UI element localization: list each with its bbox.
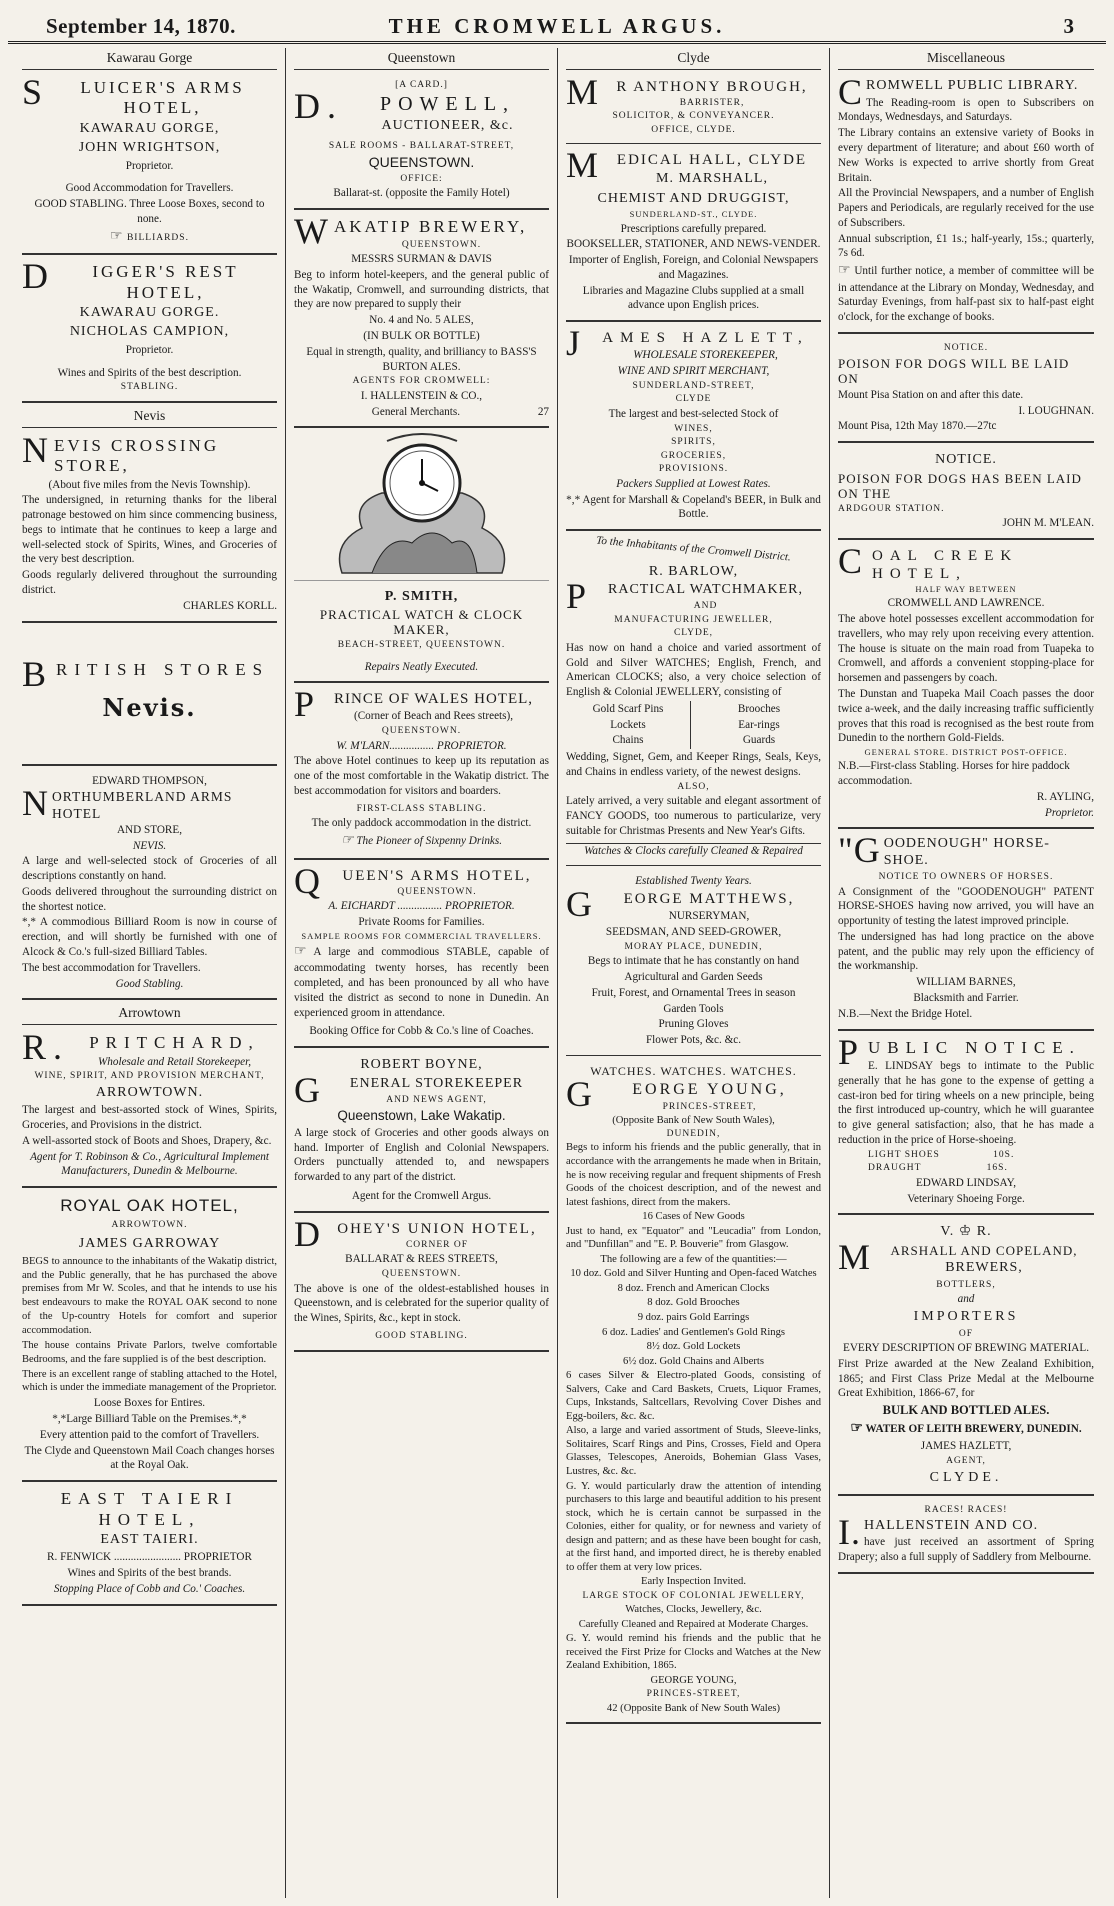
ad-cromwell-library xyxy=(838,71,1094,334)
ad-body: Equal in strength, quality, and brilliancy to BASS'S BURTON ALES. xyxy=(306,345,537,373)
pointing-hand-icon: ☞ xyxy=(340,833,354,849)
list-item: Guards xyxy=(742,734,776,747)
ad-body: Also, a large and varied assortment of Studs, Sleeve-links, Solitaires, Scarf Rings and Pins, Crosses, Field and Opera Glasses, Telescopes, Aneroids, Bohemian Glass Vases, Lustres, &c. &c. xyxy=(566,1425,821,1477)
ad-body: Begs to intimate that he has constantly on hand xyxy=(587,955,800,968)
ad-body: Libraries and Magazine Clubs supplied at a small advance upon English prices. xyxy=(582,284,805,312)
ad-medical-hall xyxy=(566,147,821,322)
ad-owner: A. EICHARDT ................ PROPRIETOR. xyxy=(328,900,515,913)
ad-george-young xyxy=(566,1059,821,1724)
ad-also: ALSO, xyxy=(677,781,710,792)
ad-role: EVERY DESCRIPTION OF BREWING MATERIAL. xyxy=(842,1342,1090,1355)
ad-head: To the Inhabitants of the Cromwell District. xyxy=(595,534,792,564)
ad-line: GROCERIES, xyxy=(660,450,727,461)
list-item: 6 doz. Ladies' and Gentlemen's Gold Rings xyxy=(602,1326,785,1338)
ad-footer: N.B.—Next the Bridge Hotel. xyxy=(838,1007,973,1020)
ad-place: EAST TAIERI. xyxy=(100,1531,199,1547)
ad-signature: JAMES HAZLETT, xyxy=(920,1440,1012,1453)
ad-place: QUEENSTOWN. xyxy=(381,1269,462,1280)
ad-line: GOOD STABLING. Three Loose Boxes, second to none. xyxy=(34,198,265,225)
ad-place: QUEENSTOWN. xyxy=(368,154,475,171)
ad-line: Prescriptions carefully prepared. xyxy=(620,222,767,235)
ad-footer: Watches & Clocks carefully Cleaned & Repaired xyxy=(566,843,821,859)
ad-role: and xyxy=(957,1293,975,1306)
price-row: LIGHT SHOES 10S. xyxy=(868,1149,1015,1160)
ad-title: GEORGE MATTHEWS, xyxy=(566,884,795,925)
ad-title: D.POWELL, xyxy=(294,86,516,127)
ad-line: ☞ BILLIARDS. xyxy=(110,228,189,244)
section-miscellaneous: Miscellaneous xyxy=(838,48,1094,70)
ad-title: JAMES HAZLETT, xyxy=(566,323,809,364)
jewellery-list xyxy=(566,701,821,749)
ad-body: First Prize awarded at the New Zealand Exhibition, 1865; and First Class Prize Medal at the Melbourne Great Exhibition, 1866-67, for xyxy=(838,1357,1094,1400)
ad-line: N.B.—First-class Stabling. Horses for hire paddock accommodation. xyxy=(838,760,1070,788)
ad-body: Mount Pisa Station on and after this date. xyxy=(838,388,1024,401)
ad-owner: R. FENWICK ........................ PROPRIETOR xyxy=(47,1551,252,1564)
ad-poison-ardgour xyxy=(838,446,1094,540)
ad-body: The above Hotel continues to keep up its reputation as one of the most comfortable in the Wakatip district. The best accommodation for visitors and boarders. xyxy=(294,755,549,798)
ad-place: QUEENSTOWN. xyxy=(381,726,462,737)
ad-line: Watches, Clocks, Jewellery, &c. xyxy=(625,1604,762,1616)
ad-head: RACES! RACES! xyxy=(924,1505,1008,1515)
ad-sub: HALF WAY BETWEEN xyxy=(915,584,1017,595)
ad-signature: I. LOUGHNAN. xyxy=(1018,404,1094,417)
ad-sub: BALLARAT & REES STREETS, xyxy=(345,1253,498,1266)
list-item: Pruning Gloves xyxy=(658,1018,729,1031)
ad-title: "GOODENOUGH" HORSE-SHOE. xyxy=(838,830,1050,871)
ad-line: LARGE STOCK OF COLONIAL JEWELLERY, xyxy=(582,1590,805,1601)
ad-title: DIGGER'S REST HOTEL, xyxy=(22,256,239,302)
ad-title: MEDICAL HALL, CLYDE xyxy=(566,145,808,186)
ad-royal-oak xyxy=(22,1191,277,1482)
ad-signature: PRINCES-STREET, xyxy=(646,1689,741,1700)
ad-line: Booking Office for Cobb & Co.'s line of Coaches. xyxy=(309,1025,534,1038)
ad-line: Wines and Spirits of the best brands. xyxy=(67,1567,232,1580)
ad-place: QUEENSTOWN. xyxy=(397,886,477,897)
list-item: Ear-rings xyxy=(738,718,780,731)
ad-place: Nevis. xyxy=(102,692,197,722)
ad-prince-of-wales xyxy=(294,686,549,859)
ad-title: NEVIS CROSSING STORE, xyxy=(22,429,220,476)
ad-office: OFFICE, CLYDE. xyxy=(651,124,736,135)
ad-place: CLYDE, xyxy=(673,628,714,639)
ad-title: WAKATIP BREWERY, xyxy=(294,211,528,252)
ad-body: Annual subscription, £1 1s.; half-yearly, 15s.; quarterly, 7s 6d. xyxy=(838,232,1094,260)
ad-line: Good Accommodation for Travellers. xyxy=(65,182,234,195)
ad-body: The following are a few of the quantities:— xyxy=(600,1253,787,1265)
ad-role: CHEMIST AND DRUGGIST, xyxy=(597,190,790,206)
ad-pritchard xyxy=(22,1029,277,1188)
ad-role: PRACTICAL WATCH & CLOCK MAKER, xyxy=(319,606,524,638)
section-kawarau-gorge: Kawarau Gorge xyxy=(22,48,277,70)
ad-role: Proprietor. xyxy=(125,159,174,172)
ad-title: CROMWELL PUBLIC LIBRARY. xyxy=(838,71,1079,112)
ad-line: Packers Supplied at Lowest Rates. xyxy=(616,477,771,490)
ad-body: The undersigned, in returning thanks for the liberal patronage bestowed on him since commencing business, begs to intimate that he continues to keep a large and well-selected stock of Spirits, Wines, and Groceries of the very best description. xyxy=(22,494,277,566)
ad-line: BULK AND BOTTLED ALES. xyxy=(882,1403,1050,1418)
ad-addr: BEACH-STREET, QUEENSTOWN. xyxy=(337,640,506,651)
ad-owner: JOHN WRIGHTSON, xyxy=(78,140,221,156)
ad-place: ARROWTOWN. xyxy=(111,1219,188,1230)
ad-line: No. 4 and No. 5 ALES, xyxy=(369,314,474,327)
ad-head: WATCHES. WATCHES. WATCHES. xyxy=(590,1064,797,1079)
ad-body: A Consignment of the "GOODENOUGH" PATENT HORSE-SHOES having now arrived, you will have an opportunity of testing the latest improved principle. xyxy=(838,885,1094,928)
ad-head: NOTICE. xyxy=(935,452,997,468)
ad-sub: NOTICE TO OWNERS OF HORSES. xyxy=(878,872,1054,883)
ad-title: PRACTICAL WATCHMAKER, xyxy=(566,576,804,617)
ad-hallenstein xyxy=(838,1499,1094,1574)
ad-powell xyxy=(294,74,549,210)
ad-owner: R. BARLOW, xyxy=(648,563,739,579)
column-2 xyxy=(286,48,558,1898)
ad-body: A large stock of Groceries and other goods always on hand. Importer of English and Colonial Newspapers. Orders punctually attended to, and newspapers forwarded to any part of the district. xyxy=(294,1126,549,1184)
ad-title: GEORGE YOUNG, xyxy=(566,1074,787,1115)
masthead xyxy=(8,8,1106,44)
ad-role: NURSERYMAN, xyxy=(668,910,750,923)
ad-owner: JAMES GARROWAY xyxy=(78,1236,221,1252)
column-3 xyxy=(558,48,830,1898)
ad-line: Carefully Cleaned and Repaired at Moderate Charges. xyxy=(578,1618,809,1630)
ad-sub: WINE, SPIRIT, AND PROVISION MERCHANT, xyxy=(34,1071,265,1082)
list-item: Gold Scarf Pins xyxy=(592,702,664,715)
pointing-hand-icon: ☞ xyxy=(294,943,307,959)
ad-body: have just received an assortment of Spring Drapery; also a full supply of Saddlery from Melbourne. xyxy=(838,1536,1094,1564)
ad-body: The Dunstan and Tuapeka Mail Coach passes the door twice a-week, and the daily increasing traffic sufficiently proves that this road is recognised as the best route from Dunedin to the northern Gold-Fields. xyxy=(838,687,1094,745)
pointing-hand-icon: ☞ xyxy=(110,228,124,244)
ad-head: Established Twenty Years. xyxy=(635,875,752,888)
list-item: 8½ doz. Gold Lockets xyxy=(646,1341,741,1353)
ad-role: AND xyxy=(693,601,718,612)
section-arrowtown: Arrowtown xyxy=(22,1003,277,1025)
ad-agent: I. HALLENSTEIN & CO., xyxy=(360,389,483,402)
ad-title: DOHEY'S UNION HOTEL, xyxy=(294,1213,537,1254)
ad-body: The largest and best-selected Stock of xyxy=(608,407,779,420)
ad-line: ☞ WATER OF LEITH BREWERY, DUNEDIN. xyxy=(850,1420,1082,1436)
ad-line: FIRST-CLASS STABLING. xyxy=(356,803,487,814)
ad-title: NORTHUMBERLAND ARMS HOTEL xyxy=(22,783,233,824)
ad-signature: CHARLES KORLL. xyxy=(183,599,277,612)
ad-title: I.HALLENSTEIN AND CO. xyxy=(838,1511,1039,1552)
ad-role: BREWERS, xyxy=(945,1260,1023,1276)
ad-role: OF xyxy=(958,1328,974,1339)
section-clyde: Clyde xyxy=(566,48,821,70)
ad-body: Goods regularly delivered throughout the surrounding district. xyxy=(22,569,277,596)
ad-body: ARDGOUR STATION. xyxy=(838,503,945,514)
ad-line: WINES, xyxy=(674,423,713,434)
ad-line: STABLING. xyxy=(120,382,179,393)
ad-role: MANUFACTURING JEWELLER, xyxy=(614,614,773,625)
ad-role: Proprietor. xyxy=(125,343,174,356)
ad-line: Wines and Spirits of the best description. xyxy=(57,366,242,379)
ad-addr: SUNDERLAND-STREET, xyxy=(632,380,755,391)
ad-body: Has now on hand a choice and varied assortment of Gold and Silver WATCHES; English, French, and American CLOCKS; also, a very choice selection of English & Colonial JEWELLERY, consisting of xyxy=(566,641,821,699)
list-item: 8 doz. French and American Clocks xyxy=(617,1282,770,1294)
ad-addr: SUNDERLAND-ST., CLYDE. xyxy=(629,209,758,220)
list-item: Lockets xyxy=(610,718,646,731)
ad-line: SALE ROOMS - BALLARAT-STREET, xyxy=(328,140,515,151)
list-item: Fruit, Forest, and Ornamental Trees in season xyxy=(591,986,796,999)
ad-title: EAST TAIERI HOTEL, xyxy=(60,1489,239,1529)
newspaper-title: THE CROMWELL ARGUS. xyxy=(388,14,726,38)
ad-footer: Mount Pisa, 12th May 1870.—27tc xyxy=(838,420,997,433)
column-1 xyxy=(14,48,286,1898)
ad-body: G. Y. would remind his friends and the public that he received the First Prize for Clocks and Watches at the New Zealand Exhibition, 1865. xyxy=(566,1633,821,1672)
ad-place: DUNEDIN, xyxy=(666,1129,721,1140)
list-item: Chains xyxy=(612,734,644,747)
ad-role: BARRISTER, xyxy=(679,97,745,108)
ad-role: AGENT, xyxy=(946,1456,986,1466)
ad-office: OFFICE: xyxy=(400,173,443,184)
ad-p-smith xyxy=(294,584,549,683)
ad-owner: MESSRS SURMAN & DAVIS xyxy=(351,253,492,266)
ad-body: The above is one of the oldest-established houses in Queenstown, and is celebrated for the superior quality of the Wines, Spirits, &c., kept in stock. xyxy=(294,1282,549,1325)
ad-footer: Repairs Neatly Executed. xyxy=(364,660,479,673)
ad-line: SPIRITS, xyxy=(671,437,716,448)
ad-title: ROYAL OAK HOTEL, xyxy=(60,1196,239,1216)
ad-line: *,* Agent for Marshall & Copeland's BEER, in Bulk and Bottle. xyxy=(566,493,821,521)
ad-body: The above hotel possesses excellent accommodation for travellers, who may rely upon receiving every attention. The house is situate on the main road from Tuapeka to Cromwell, and affords a convenient stopping-place for horsemen and passengers by coach. xyxy=(838,613,1094,685)
ad-role: WHOLESALE STOREKEEPER, xyxy=(633,349,778,362)
list-item: 6 cases Silver & Electro-plated Goods, consisting of Salvers, Cake and Card Baskets, Cruets, Liquor Frames, Cups, Inkstands, Saltcellars, Revolving Cover Dishes and Egg-boilers, &c. &c. xyxy=(566,1370,821,1422)
ad-sub: CROMWELL AND LAWRENCE. xyxy=(887,597,1045,610)
ad-body: Agent for T. Robinson & Co., Agricultural Implement Manufacturers, Dunedin & Melbourne. xyxy=(30,1150,269,1178)
ad-role: WINE AND SPIRIT MERCHANT, xyxy=(617,365,770,378)
ad-place: Queenstown, Lake Wakatip. xyxy=(337,1108,506,1124)
issue-date: September 14, 1870. xyxy=(46,14,236,38)
page-number: 3 xyxy=(1063,14,1074,38)
ad-line: Early Inspection Invited. xyxy=(640,1576,747,1588)
royal-cipher: V. ♔ R. xyxy=(940,1224,992,1240)
column-4 xyxy=(830,48,1102,1898)
ad-line: ☞ The Pioneer of Sixpenny Drinks. xyxy=(340,833,503,849)
price-row: DRAUGHT 16S. xyxy=(868,1163,1008,1174)
ad-body: Importer of English, Foreign, and Colonial Newspapers and Magazines. xyxy=(568,254,819,281)
ad-signature: JOHN M. M'LEAN. xyxy=(1002,517,1094,530)
ad-barlow xyxy=(566,534,821,866)
ad-addr: PRINCES-STREET, xyxy=(662,1101,757,1112)
ad-title: PUBLIC NOTICE. xyxy=(838,1031,1081,1072)
ad-body: Beg to inform hotel-keepers, and the general public of the Wakatip, Cromwell, and surrounding districts, that they are now prepared to supply their xyxy=(294,268,549,311)
ad-line: Private Rooms for Families. xyxy=(358,915,485,928)
list-item: Flower Pots, &c. &c. xyxy=(645,1034,742,1047)
ad-public-notice xyxy=(838,1031,1094,1216)
ad-title: POISON FOR DOGS HAS BEEN LAID ON THE xyxy=(838,470,1082,502)
ad-signature: R. AYLING, xyxy=(1036,790,1094,803)
ad-body: Just to hand, ex "Equator" and "Leucadia" from London, and "Dunfillan" and "E. P. Bouverie" from Glasgow. xyxy=(566,1225,821,1251)
ad-body: Wedding, Signet, Gem, and Keeper Rings, Seals, Keys, and Chains in endless variety, of the newest designs. xyxy=(566,751,821,779)
ad-nevis-crossing xyxy=(22,429,277,623)
ad-body: The house contains Private Parlors, twelve comfortable Bedrooms, and the fare supplied is of the best description. xyxy=(22,1339,277,1365)
ad-robert-boyne xyxy=(294,1051,549,1213)
ad-body: *,* A commodious Billiard Room is now in course of erection, and will shortly be furnished with one of Alcock & Co.'s full-sized Billiard Tables. xyxy=(22,916,277,959)
ad-title: QUEEN'S ARMS HOTEL, xyxy=(294,860,532,901)
ad-british-stores xyxy=(22,626,277,766)
ad-queens-arms xyxy=(294,860,549,1049)
ad-line: Agent for the Cromwell Argus. xyxy=(351,1190,492,1202)
ad-wakatip-brewery xyxy=(294,213,549,428)
ad-role: SOLICITOR, & CONVEYANCER. xyxy=(612,111,775,122)
ad-line: The Clyde and Queenstown Mail Coach changes horses at the Royal Oak. xyxy=(24,1444,275,1472)
ad-body: The Library contains an extensive variety of Books in every department of literature; and about £60 worth of New Works is expected to arrive shortly from Great Britain. xyxy=(838,127,1094,184)
ad-body: All the Provincial Newspapers, and a number of English Papers and Periodicals, are regularly received for the use of Subscribers. xyxy=(838,187,1094,229)
ad-line: PROVISIONS. xyxy=(658,464,729,475)
ad-agent: AGENTS FOR CROMWELL: xyxy=(352,376,491,387)
ad-body: ☞ A large and commodious STABLE, capable of accommodating twenty horses, has recently been completed, and has been pronounced by all who have visited the district as second to none in Dunedin. An experienced groom in attendance. xyxy=(294,943,549,1019)
ad-role: Veterinary Shoeing Forge. xyxy=(907,1192,1025,1205)
ad-signature: WILLIAM BARNES, xyxy=(916,976,1016,989)
ad-line: GENERAL STORE. DISTRICT POST-OFFICE. xyxy=(864,747,1068,758)
ad-sub: Wholesale and Retail Storekeeper, xyxy=(97,1055,252,1068)
ad-place: QUEENSTOWN. xyxy=(401,239,482,250)
ad-body: Lately arrived, a very suitable and elegant assortment of FANCY GOODS, too numerous to particularize, very suitable for Christmas Presents and New Year's Gifts. xyxy=(566,795,821,837)
ad-line: SAMPLE ROOMS FOR COMMERCIAL TRAVELLERS. xyxy=(301,930,542,941)
columns xyxy=(14,48,1102,1898)
ad-body: BEGS to announce to the inhabitants of the Wakatip district, and the Public generally, that he has purchased the above premises from Mr W. Scoles, and that he intends to use his best endeavours to make the ROYAL OAK second to none of the Up-country Hotels for comfort and superior accommodation. xyxy=(22,1255,277,1336)
ad-line: The only paddock accommodation in the district. xyxy=(311,817,532,830)
ad-owner: ROBERT BOYNE, xyxy=(360,1057,483,1073)
ad-place: NEVIS. xyxy=(132,839,167,852)
ad-role: SEEDSMAN, AND SEED-GROWER, xyxy=(605,926,782,939)
ad-role: BOTTLERS, xyxy=(936,1279,996,1290)
ad-body: The best accommodation for Travellers. xyxy=(22,961,201,974)
ad-role: AUCTIONEER, &c. xyxy=(381,118,514,134)
ad-card: [A CARD.] xyxy=(395,79,448,90)
ad-title: MARSHALL AND COPELAND, xyxy=(838,1236,1078,1277)
ad-sub: (About five miles from the Nevis Township). xyxy=(48,478,251,491)
ad-signature: EDWARD LINDSAY, xyxy=(915,1176,1017,1189)
ad-line: Loose Boxes for Entires. xyxy=(93,1397,206,1410)
pointing-hand-icon: ☞ xyxy=(850,1420,863,1436)
ad-body: Begs to inform his friends and the public generally, that in accordance with the arrangements he made when in Britain, he is now receiving regular and frequent shipments of Fresh Goods of the choicest description, and of the newest and latest fashions, direct from the makers. xyxy=(566,1142,821,1208)
ad-title: MR ANTHONY BROUGH, xyxy=(566,71,808,112)
ad-body: E. LINDSAY begs to intimate to the Public generally that he has gone to the expense of getting a cast-iron bed for tiring wheels on a new principle, being the first introduced up-country, which he will guarantee to give general satisfaction; also, that he has made a reduction in the price of Horse-shoeing. xyxy=(838,1059,1094,1146)
ad-owner: NICHOLAS CAMPION, xyxy=(69,324,230,340)
ad-body: The undersigned has had long practice on the above patent, and the public may rely upon the efficiency of the workmanship. xyxy=(838,930,1094,973)
ad-footer: Good Stabling. xyxy=(115,977,184,990)
ad-sluicers-arms xyxy=(22,71,277,255)
list-item: 9 doz. pairs Gold Earrings xyxy=(637,1311,750,1323)
pointing-hand-icon: ☞ xyxy=(838,263,851,279)
ad-line: BOOKSELLER, STATIONER, AND NEWS-VENDER. xyxy=(566,238,821,251)
ad-title: PRINCE OF WALES HOTEL, xyxy=(294,684,534,725)
ad-head: NOTICE. xyxy=(943,343,989,354)
ad-james-hazlett xyxy=(566,325,821,531)
list-item: 8 doz. Gold Brooches xyxy=(647,1297,740,1309)
ad-coal-creek xyxy=(838,543,1094,829)
ad-diggers-rest xyxy=(22,258,277,403)
ad-body: There is an excellent range of stabling attached to the Hotel, which is under the immediate management of the Proprietor. xyxy=(22,1368,277,1394)
ad-addr: Ballarat-st. (opposite the Family Hotel) xyxy=(333,187,510,200)
ad-line: (IN BULK OR BOTTLE) xyxy=(363,329,480,342)
ad-george-matthews xyxy=(566,869,821,1056)
ad-east-taieri xyxy=(22,1485,277,1606)
ad-marshall-copeland xyxy=(838,1218,1094,1496)
section-nevis: Nevis xyxy=(22,406,277,428)
ad-sub: (Corner of Beach and Rees streets), xyxy=(353,710,514,723)
ad-body: G. Y. would particularly draw the attention of intending purchasers to this large and beautiful addition to his present stock, which he is certain cannot be surpassed in the Colonies, either for quality, or for newness and variety of design and pattern; and as these have been bought for cash, at the first hand, and imported direct, he is thereby enabled to offer them at very low prices. xyxy=(566,1480,821,1573)
ad-signature: GEORGE YOUNG, xyxy=(650,1674,737,1686)
ad-role: Blacksmith and Farrier. xyxy=(913,992,1019,1005)
ad-line: Stopping Place of Cobb and Co.' Coaches. xyxy=(53,1583,246,1596)
ad-place: KAWARAU GORGE, xyxy=(79,120,220,136)
list-item: Agricultural and Garden Seeds xyxy=(624,971,763,984)
ad-title: R.PRITCHARD, xyxy=(22,1027,260,1068)
ad-place: CLYDE xyxy=(675,394,712,405)
ad-title: GENERAL STOREKEEPER xyxy=(294,1069,524,1110)
ad-goodenough xyxy=(838,832,1094,1030)
list-item: 10 doz. Gold and Silver Hunting and Open-faced Watches xyxy=(570,1268,817,1280)
ad-sub: CORNER OF xyxy=(405,1239,469,1250)
ad-body: The largest and best-assorted stock of Wines, Spirits, Groceries, and Provisions in the district. xyxy=(22,1104,277,1132)
ad-anthony-brough xyxy=(566,71,821,145)
ad-title: BRITISH STORES xyxy=(22,653,270,694)
ad-addr: (Opposite Bank of New South Wales), xyxy=(612,1114,775,1126)
ad-place: CLYDE. xyxy=(929,1469,1003,1485)
crown-icon: ♔ xyxy=(958,1224,973,1240)
ad-line: 16 Cases of New Goods xyxy=(642,1211,745,1223)
ad-body: The Reading-room is open to Subscribers on Mondays, Wednesdays, and Saturdays. xyxy=(838,96,1094,124)
ad-role: Proprietor. xyxy=(1045,806,1094,819)
ad-sub: AND STORE, xyxy=(116,823,183,836)
ad-line: Every attention paid to the comfort of Travellers. xyxy=(39,1428,260,1441)
ad-place: ARROWTOWN. xyxy=(95,1084,204,1100)
ad-title: P. SMITH, xyxy=(384,589,459,605)
ad-line: *,*Large Billiard Table on the Premises.*,* xyxy=(52,1413,247,1426)
ad-doheys-union xyxy=(294,1213,549,1352)
ad-sub: AND NEWS AGENT, xyxy=(386,1094,487,1105)
ad-title: SLUICER'S ARMS HOTEL, xyxy=(22,71,245,118)
ad-body: ☞ Until further notice, a member of committee will be in attendance at the Library on Monday, Wednesday, and Saturday Evenings, from half-past six to half-past eight o'clock, for the exchange of books. xyxy=(838,263,1094,324)
ad-place: KAWARAU GORGE. xyxy=(79,304,220,320)
ad-role: IMPORTERS xyxy=(913,1309,1019,1325)
section-queenstown: Queenstown xyxy=(294,48,549,70)
ad-addr: MORAY PLACE, DUNEDIN, xyxy=(624,941,763,952)
ad-agent: General Merchants. 27 xyxy=(371,405,549,418)
ad-owner: EDWARD THOMPSON, xyxy=(92,774,207,787)
ad-body: Goods delivered throughout the surrounding district on the shortest notice. xyxy=(22,885,277,913)
clock-icon xyxy=(312,433,532,578)
ad-body: A large and well-selected stock of Groceries of all descriptions constantly on hand. xyxy=(22,855,277,883)
ad-poison-mount-pisa xyxy=(838,337,1094,443)
ad-title: POISON FOR DOGS WILL BE LAID ON xyxy=(838,355,1070,387)
ad-owner: M. MARSHALL, xyxy=(656,171,768,187)
ad-footer: GOOD STABLING. xyxy=(375,1330,468,1341)
ad-northumberland-arms xyxy=(22,769,277,1001)
list-item: Brooches xyxy=(737,702,781,715)
clock-illustration xyxy=(294,431,549,581)
ad-signature: 42 (Opposite Bank of New South Wales) xyxy=(606,1702,781,1714)
ad-title: COAL CREEK HOTEL, xyxy=(838,541,1019,583)
ad-body: A well-assorted stock of Boots and Shoes, Drapery, &c. xyxy=(22,1134,272,1147)
list-item: 6½ doz. Gold Chains and Alberts xyxy=(623,1355,764,1367)
list-item: Garden Tools xyxy=(663,1002,724,1015)
ad-owner: W. M'LARN................ PROPRIETOR. xyxy=(336,739,507,752)
